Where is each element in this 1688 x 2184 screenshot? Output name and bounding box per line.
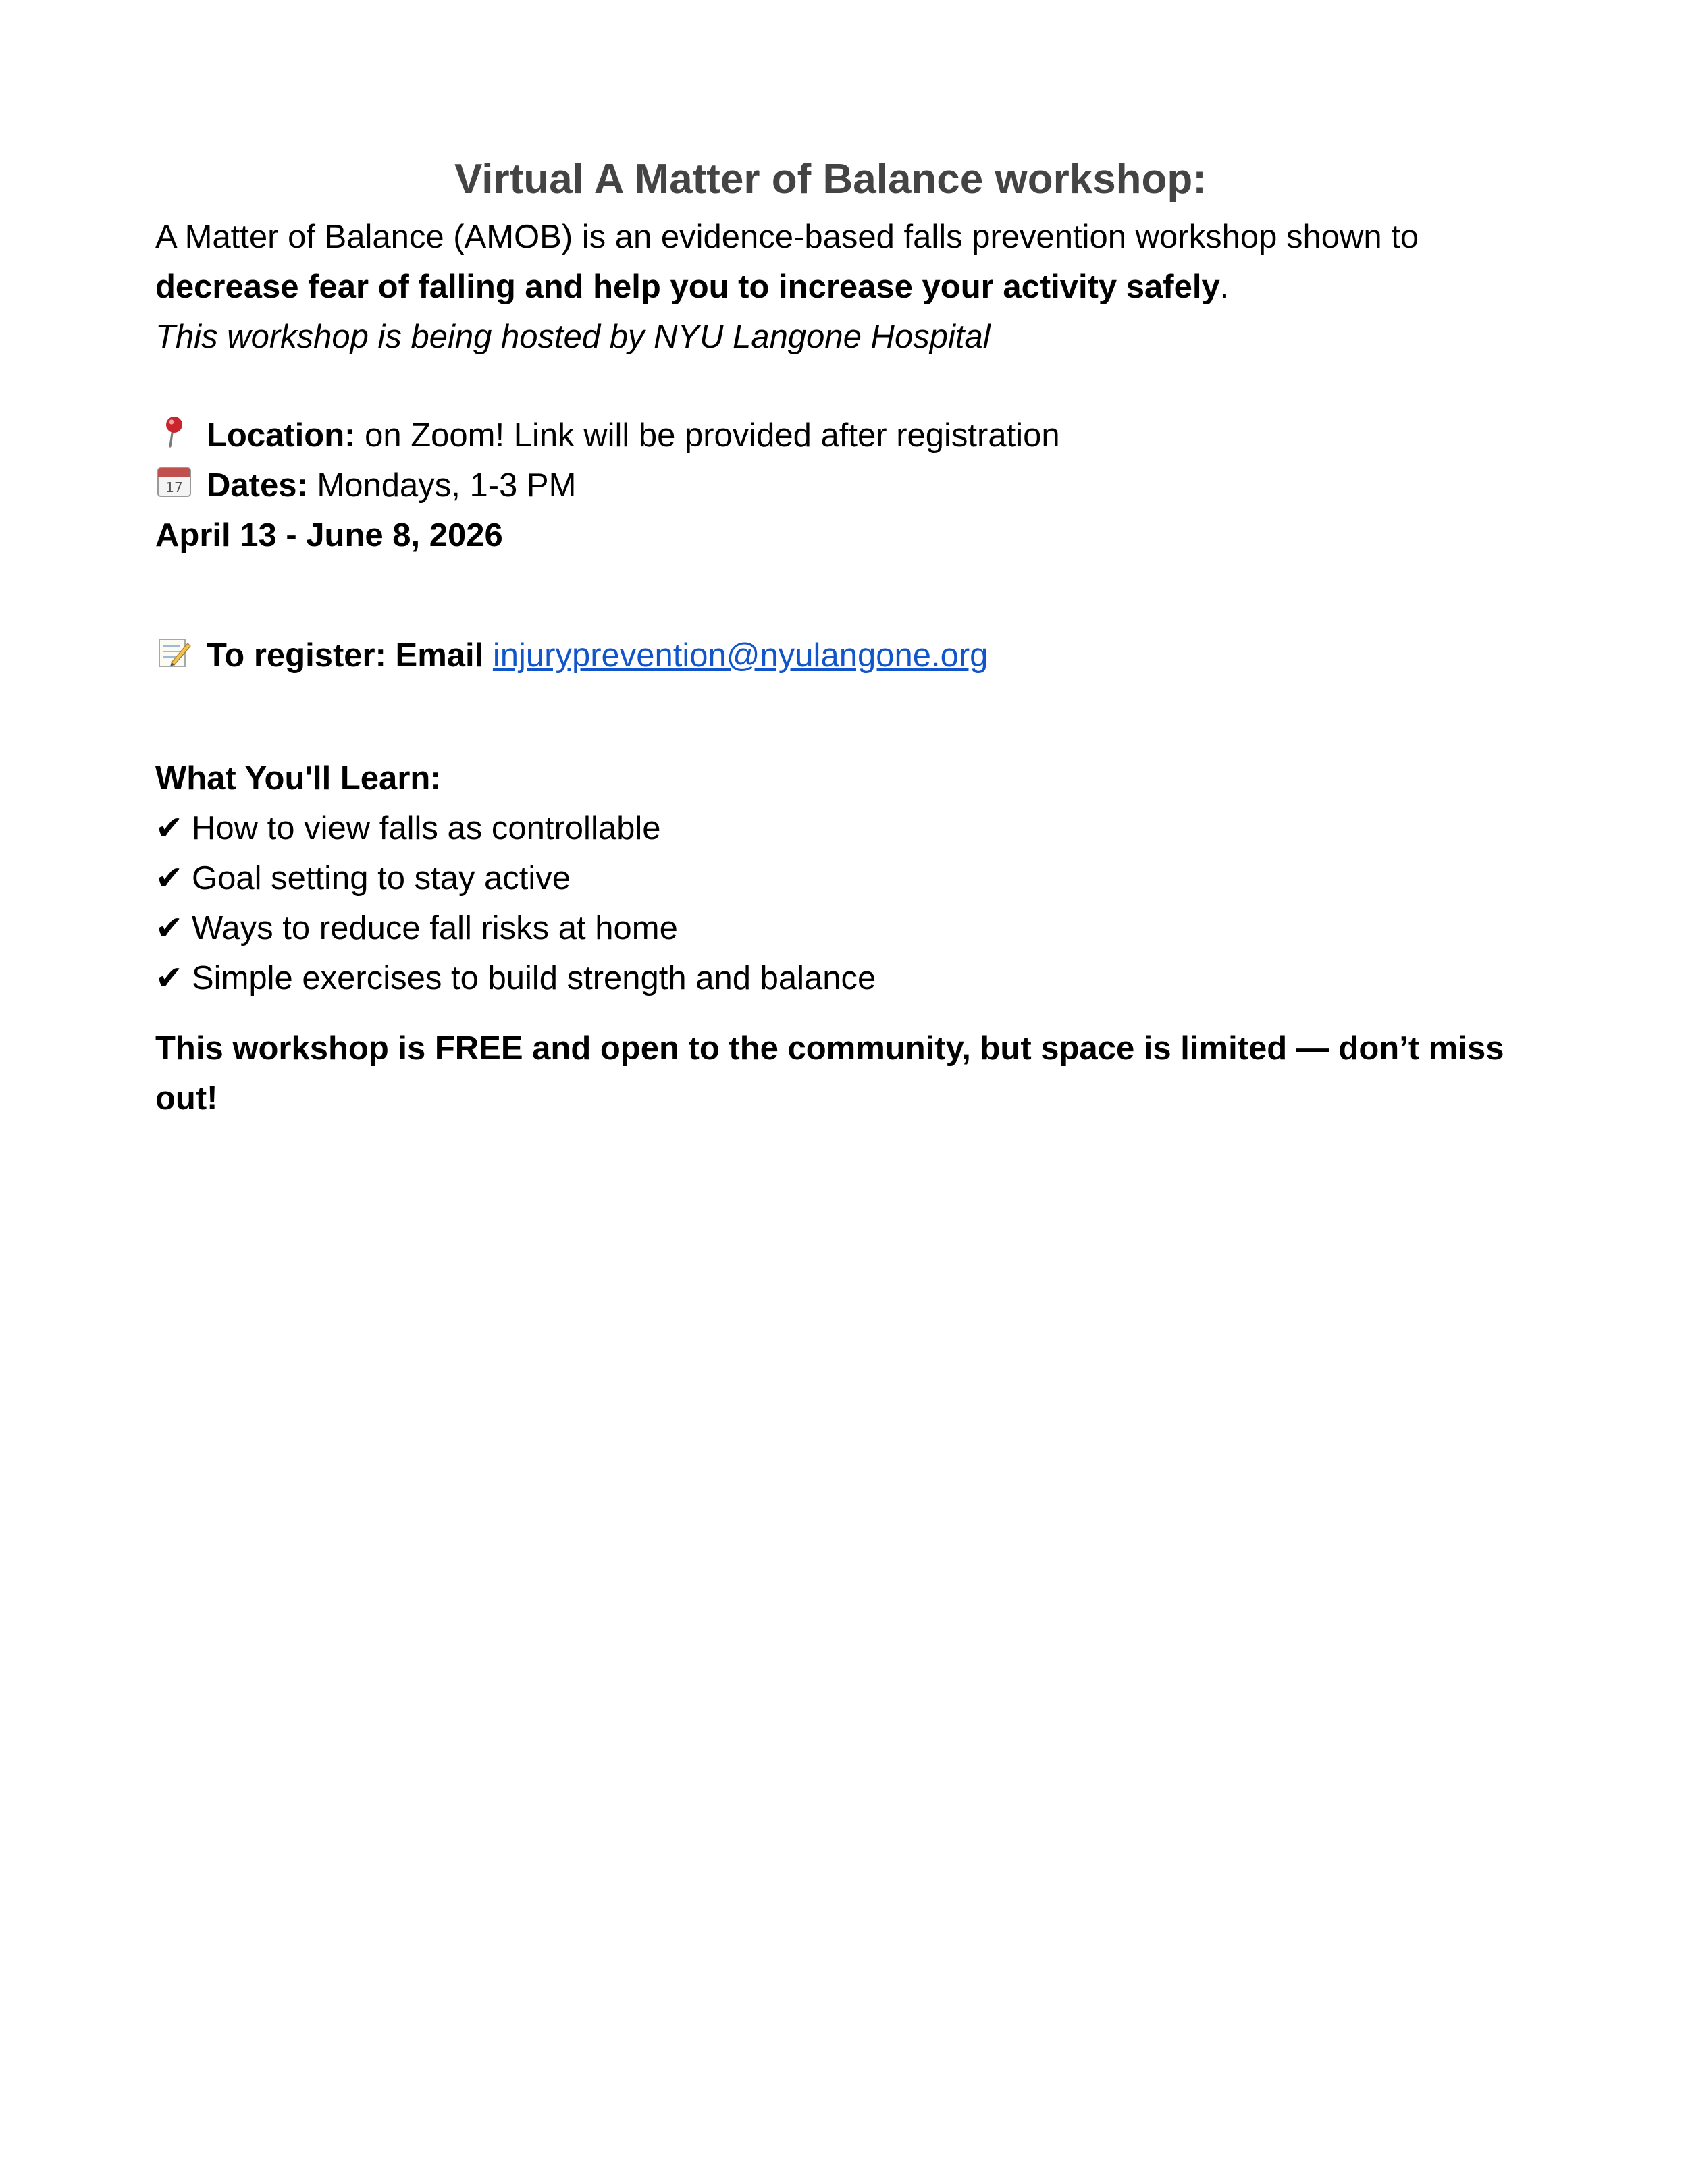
- round-pushpin-icon: [155, 413, 193, 447]
- list-item-text: Ways to reduce fall risks at home: [192, 910, 678, 947]
- register-label: To register: Email: [207, 637, 484, 674]
- checkmark-icon: ✔: [155, 960, 184, 996]
- calendar-icon-day: 17: [165, 479, 183, 496]
- intro-emphasis-line: [155, 262, 1533, 312]
- list-item-text: How to view falls as controllable: [192, 810, 661, 847]
- checkmark-icon: ✔: [155, 910, 184, 947]
- memo-icon: [155, 633, 193, 667]
- spacer: [155, 362, 1533, 410]
- dates-value: Mondays, 1-3 PM: [307, 467, 577, 504]
- dates-line: [155, 460, 1533, 510]
- learn-heading: What You'll Learn:: [155, 760, 442, 797]
- list-item-text: Simple exercises to build strength and balance: [192, 960, 876, 996]
- spacer: [155, 681, 1533, 753]
- closing-note: This workshop is FREE and open to the community, but space is limited — don’t miss out!: [155, 1030, 1504, 1117]
- dates-range: April 13 - June 8, 2026: [155, 517, 503, 554]
- intro-emphasis: decrease fear of falling and help you to increase your activity safely: [155, 269, 1220, 305]
- spacer: [155, 560, 1533, 631]
- intro-emphasis-period: .: [1219, 269, 1230, 305]
- list-item: [155, 853, 1533, 903]
- register-line: [155, 631, 1533, 681]
- calendar-icon: [155, 463, 193, 497]
- location-line: [155, 410, 1533, 460]
- list-item: [155, 953, 1533, 1003]
- host-note: This workshop is being hosted by NYU Langone Hospital: [155, 319, 991, 355]
- location-label: Location:: [207, 417, 356, 454]
- intro-text: A Matter of Balance (AMOB) is an evidence-based falls prevention workshop shown to: [155, 219, 1419, 255]
- list-item: [155, 903, 1533, 953]
- dates-label: Dates:: [207, 467, 308, 504]
- register-email-link[interactable]: injuryprevention@nyulangone.org: [492, 637, 988, 674]
- page-title: Virtual A Matter of Balance workshop:: [454, 156, 1207, 203]
- checkmark-icon: ✔: [155, 860, 184, 897]
- location-value: on Zoom! Link will be provided after registration: [355, 417, 1060, 454]
- list-item-text: Goal setting to stay active: [192, 860, 571, 897]
- checkmark-icon: ✔: [155, 810, 184, 847]
- document-content: [155, 147, 1533, 1123]
- list-item: [155, 803, 1533, 853]
- spacer: [155, 1003, 1533, 1023]
